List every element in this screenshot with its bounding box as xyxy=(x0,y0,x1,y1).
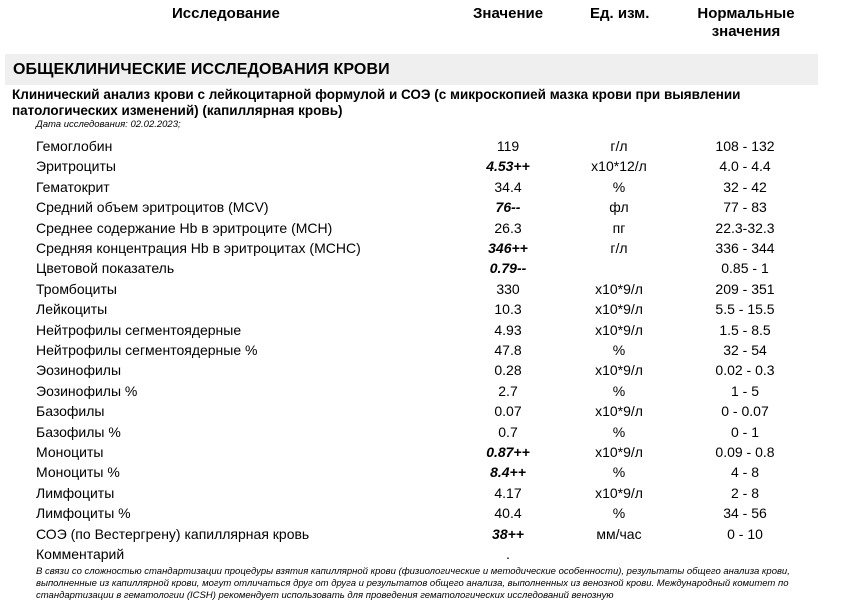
result-name: Цветовой показатель xyxy=(36,260,175,277)
result-normal-range: 32 - 42 xyxy=(723,178,767,195)
result-value: 346++ xyxy=(488,240,528,256)
result-value: 4.17 xyxy=(494,484,522,501)
table-row xyxy=(0,381,850,401)
table-row xyxy=(0,320,850,340)
column-header-normal xyxy=(694,5,798,41)
result-value: 40.4 xyxy=(494,505,522,522)
result-value: . xyxy=(506,546,510,562)
result-normal-range: 5.5 - 15.5 xyxy=(715,301,775,318)
table-row xyxy=(0,177,850,197)
result-normal-range: 2 - 8 xyxy=(730,484,759,501)
result-name: Моноциты xyxy=(36,444,104,460)
result-name: Нейтрофилы сегментоядерные xyxy=(36,321,242,338)
result-normal-range: 4.0 - 4.4 xyxy=(719,158,771,175)
result-normal-range: 0 - 0.07 xyxy=(721,403,769,420)
result-unit: % xyxy=(612,423,626,440)
result-name: Комментарий xyxy=(36,546,125,562)
result-normal-range: 0 - 10 xyxy=(727,525,763,542)
result-normal-range: 32 - 54 xyxy=(723,342,767,358)
table-row xyxy=(0,503,850,523)
result-unit: % xyxy=(612,342,626,358)
result-normal-range: 336 - 344 xyxy=(715,240,775,256)
result-name: Гематокрит xyxy=(36,178,110,195)
result-unit: x10*9/л xyxy=(595,484,643,501)
result-name: Среднее содержание Hb в эритроците (MCH) xyxy=(36,219,333,236)
table-row xyxy=(0,360,850,380)
result-value: 8.4++ xyxy=(490,464,526,481)
result-value: 10.3 xyxy=(494,301,522,318)
result-normal-range: 34 - 56 xyxy=(723,505,767,522)
result-value: 119 xyxy=(496,138,520,154)
result-name: Лейкоциты xyxy=(36,301,108,318)
result-unit: x10*12/л xyxy=(591,158,647,175)
result-normal-range: 0.09 - 0.8 xyxy=(715,444,775,460)
result-name: СОЭ (по Вестергрену) капиллярная кровь xyxy=(36,525,310,542)
column-header-normal-line1: Нормальные xyxy=(697,5,795,22)
result-value: 47.8 xyxy=(494,342,522,358)
result-value: 2.7 xyxy=(498,382,518,399)
result-unit: мм/час xyxy=(596,525,642,542)
test-date: Дата исследования: 02.02.2023; xyxy=(36,119,181,130)
table-row xyxy=(0,442,850,462)
table-row xyxy=(0,524,850,544)
column-header-study: Исследование xyxy=(172,5,280,22)
result-unit: % xyxy=(612,178,626,195)
table-row xyxy=(0,136,850,156)
table-row xyxy=(0,197,850,217)
table-row xyxy=(0,401,850,421)
result-unit: x10*9/л xyxy=(595,403,643,420)
table-row xyxy=(0,258,850,278)
table-row xyxy=(0,279,850,299)
result-unit: г/л xyxy=(610,240,628,256)
result-value: 26.3 xyxy=(494,219,522,236)
result-name: Лимфоциты % xyxy=(36,505,131,522)
footnote: В связи со сложностью стандартизации процедуры взятия капиллярной крови (физиологические и методические особенности), результаты общего анализа крови, выполненные из капиллярной крови, могут отличаться друг от друга и результатов общего анализа, выполненных из венозной крови. Международный комитет по стандартизации в гематологии (ICSH) рекомендует использовать для проведения гематологических исследований венозную xyxy=(36,566,790,601)
result-normal-range: 4 - 8 xyxy=(730,464,759,481)
result-value: 0.79-- xyxy=(489,260,527,277)
table-row xyxy=(0,483,850,503)
result-name: Средняя концентрация Hb в эритроцитах (MCHC) xyxy=(36,240,361,256)
result-value: 4.53++ xyxy=(486,158,530,175)
result-name: Эозинофилы xyxy=(36,362,122,379)
result-unit: % xyxy=(612,464,626,481)
result-unit: % xyxy=(612,505,626,522)
result-name: Гемоглобин xyxy=(36,138,113,154)
result-value: 330 xyxy=(496,280,520,297)
table-row xyxy=(0,340,850,360)
column-header-unit: Ед. изм. xyxy=(590,5,650,22)
result-name: Эритроциты xyxy=(36,158,116,175)
result-unit: фл xyxy=(609,199,629,216)
result-value: 0.07 xyxy=(494,403,522,420)
result-name: Тромбоциты xyxy=(36,280,117,297)
result-normal-range: 0.02 - 0.3 xyxy=(715,362,775,379)
table-row xyxy=(0,156,850,176)
result-unit: x10*9/л xyxy=(595,362,643,379)
table-row xyxy=(0,462,850,482)
column-header-normal-line2: значения xyxy=(711,23,781,40)
result-unit: x10*9/л xyxy=(595,301,643,318)
section-title: ОБЩЕКЛИНИЧЕСКИЕ ИССЛЕДОВАНИЯ КРОВИ xyxy=(13,61,390,78)
table-row xyxy=(0,422,850,442)
result-name: Базофилы xyxy=(36,403,105,420)
result-unit: г/л xyxy=(610,138,628,154)
result-unit: x10*9/л xyxy=(595,280,643,297)
result-normal-range: 209 - 351 xyxy=(715,280,775,297)
result-value: 0.7 xyxy=(498,423,518,440)
result-value: 0.87++ xyxy=(486,444,530,460)
result-value: 0.28 xyxy=(494,362,522,379)
section-header xyxy=(5,54,818,85)
column-header-value: Значение xyxy=(473,5,544,22)
result-normal-range: 22.3-32.3 xyxy=(715,219,775,236)
result-value: 76-- xyxy=(495,199,521,216)
result-name: Нейтрофилы сегментоядерные % xyxy=(36,342,258,358)
result-normal-range: 0.85 - 1 xyxy=(721,260,769,277)
result-name: Эозинофилы % xyxy=(36,382,138,399)
table-row xyxy=(0,544,850,564)
result-normal-range: 1.5 - 8.5 xyxy=(719,321,771,338)
result-unit: % xyxy=(612,382,626,399)
result-normal-range: 77 - 83 xyxy=(723,199,767,216)
result-normal-range: 0 - 1 xyxy=(730,423,759,440)
result-name: Моноциты % xyxy=(36,464,120,481)
result-normal-range: 108 - 132 xyxy=(715,138,775,154)
test-title: Клинический анализ крови с лейкоцитарной формулой и СОЭ (с микроскопией мазка крови при выявлении патологических изменений) (капиллярная кровь) xyxy=(12,87,741,118)
table-row xyxy=(0,299,850,319)
result-unit: x10*9/л xyxy=(595,444,643,460)
result-normal-range: 1 - 5 xyxy=(730,382,759,399)
result-name: Средний объем эритроцитов (MCV) xyxy=(36,199,269,216)
table-row xyxy=(0,238,850,258)
result-value: 34.4 xyxy=(494,178,522,195)
result-name: Лимфоциты xyxy=(36,484,115,501)
result-unit: пг xyxy=(612,219,626,236)
result-name: Базофилы % xyxy=(36,423,121,440)
result-unit: x10*9/л xyxy=(595,321,643,338)
table-row xyxy=(0,218,850,238)
result-value: 38++ xyxy=(492,525,524,542)
result-value: 4.93 xyxy=(494,321,522,338)
